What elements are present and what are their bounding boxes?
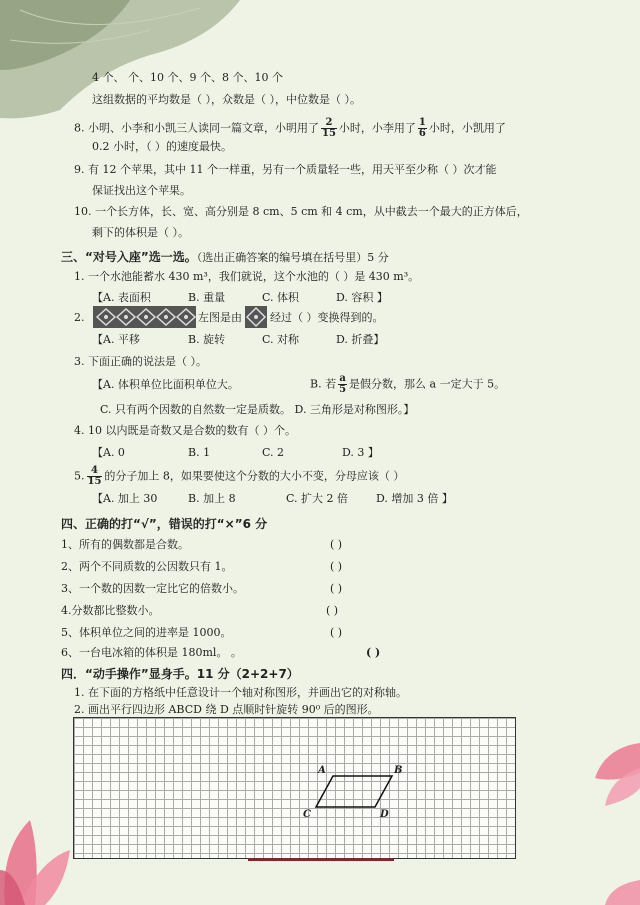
section5-title: 四．“动手操作”显身手。11 分（2+2+7） <box>61 667 299 681</box>
lotus-flower-bottom-left-decoration <box>0 810 80 905</box>
tf-item-2: 2、两个不同质数的公因数只有 1。 <box>61 560 233 573</box>
section4-title: 四、正确的打“√”，错误的打“×”6 分 <box>61 517 268 531</box>
s3-q3-option-a: 【A. 体积单位比面积单位大。 <box>92 378 239 391</box>
s3-q5-option-d: D. 增加 3 倍 】 <box>376 492 453 505</box>
section3-title: 三、“对号入座”选一选。（选出正确答案的编号填在括号里）5 分 <box>61 250 389 264</box>
lotus-petal-bottom-right-decoration <box>600 880 640 905</box>
tf-answer-blank-5[interactable]: ( ) <box>330 626 343 639</box>
s3-q3-options-cd: C. 只有两个因数的自然数一定是质数。 D. 三角形是对称图形。】 <box>100 403 415 416</box>
s3-q2-option-b: B. 旋转 <box>188 333 226 346</box>
q10-line2: 剩下的体积是（ ）。 <box>92 226 189 239</box>
tf-item-3: 3、一个数的因数一定比它的倍数小。 <box>61 582 244 595</box>
pattern-unit-image <box>245 306 267 328</box>
q8-line2: 0.2 小时，（ ）的速度最快。 <box>92 140 232 153</box>
s3-q1-option-a: 【A. 表面积 <box>92 291 151 304</box>
tf-answer-blank-1[interactable]: ( ) <box>330 538 343 551</box>
s3-q2-option-c: C. 对称 <box>262 333 300 346</box>
q7-question-line: 这组数据的平均数是（ ），众数是（ ），中位数是（ ）。 <box>92 93 361 106</box>
vertex-label-d: D <box>380 809 389 820</box>
graph-paper-grid[interactable] <box>73 717 516 859</box>
q9-line1: 9. 有 12 个苹果，其中 11 个一样重，另有一个质量轻一些，用天平至少称（ ）次才能 <box>74 163 497 176</box>
tf-answer-blank-6[interactable]: ( ) <box>366 646 381 659</box>
s3-q4: 4. 10 以内既是奇数又是合数的数有（ ）个。 <box>74 424 296 437</box>
s3-q2-option-a: 【A. 平移 <box>92 333 140 346</box>
s5-q2: 2. 画出平行四边形 ABCD 绕 D 点顺时针旋转 90⁰ 后的图形。 <box>74 703 379 716</box>
tf-answer-blank-3[interactable]: ( ) <box>330 582 343 595</box>
bottom-divider-bar <box>248 858 394 861</box>
s3-q2-number: 2. <box>74 311 85 324</box>
tf-item-5: 5、体积单位之间的进率是 1000。 <box>61 626 232 639</box>
tf-item-6: 6、一台电冰箱的体积是 180ml。 。 <box>61 646 242 659</box>
s3-q4-option-d: D. 3 】 <box>342 446 379 459</box>
q9-line2: 保证找出这个苹果。 <box>92 184 191 197</box>
q7-data-line: 4 个、 个、10 个、9 个、8 个、10 个 <box>92 71 283 84</box>
vertex-label-b: B <box>394 765 403 776</box>
tf-answer-blank-4[interactable]: ( ) <box>326 604 339 617</box>
vertex-label-c: C <box>303 809 311 820</box>
s3-q3-option-b: B. 若 $\frac{a}{5}$ 是假分数，那么 a 一定大于 5。 <box>310 373 506 395</box>
s3-q1-option-d: D. 容积 】 <box>336 291 388 304</box>
s5-q1: 1. 在下面的方格纸中任意设计一个轴对称图形，并画出它的对称轴。 <box>74 686 407 699</box>
s3-q5-option-c: C. 扩大 2 倍 <box>286 492 349 505</box>
lotus-flower-right-decoration <box>585 738 640 808</box>
q8-line1: 8. 小明、小李和小凯三人读同一篇文章，小明用了 $\frac{2}{15}$ 小时，小李用了 $\frac{1}{6}$ 小时，小凯用了 <box>74 117 506 139</box>
s3-q1-option-c: C. 体积 <box>262 291 300 304</box>
s3-q3: 3. 下面正确的说法是（ ）。 <box>74 355 207 368</box>
tf-item-4: 4.分数都比整数小。 <box>61 604 160 617</box>
s3-q4-option-a: 【A. 0 <box>92 446 125 459</box>
s3-q1: 1. 一个水池能蓄水 430 m³，我们就说，这个水池的（ ）是 430 m³。 <box>74 270 420 283</box>
q10-line1: 10. 一个长方体，长、宽、高分别是 8 cm、5 cm 和 4 cm，从中截去一个最大的正方体后， <box>74 205 528 218</box>
vertex-label-a: A <box>318 765 326 776</box>
s3-q2-middle-text: 左图是由 <box>198 311 242 324</box>
s3-q4-option-b: B. 1 <box>188 446 211 459</box>
pattern-strip-image <box>93 306 196 328</box>
s3-q2-option-d: D. 折叠】 <box>336 333 385 346</box>
s3-q4-option-c: C. 2 <box>262 446 285 459</box>
s3-q5: 5. $\frac{4}{15}$ 的分子加上 8，如果要使这个分数的大小不变，分母应该（ ） <box>74 465 405 487</box>
s3-q2-end-text: 经过（ ）变换得到的。 <box>270 311 384 324</box>
tf-item-1: 1、所有的偶数都是合数。 <box>61 538 189 551</box>
s3-q1-option-b: B. 重量 <box>188 291 226 304</box>
s3-q5-option-a: 【A. 加上 30 <box>92 492 158 505</box>
s3-q5-option-b: B. 加上 8 <box>188 492 236 505</box>
tf-answer-blank-2[interactable]: ( ) <box>330 560 343 573</box>
